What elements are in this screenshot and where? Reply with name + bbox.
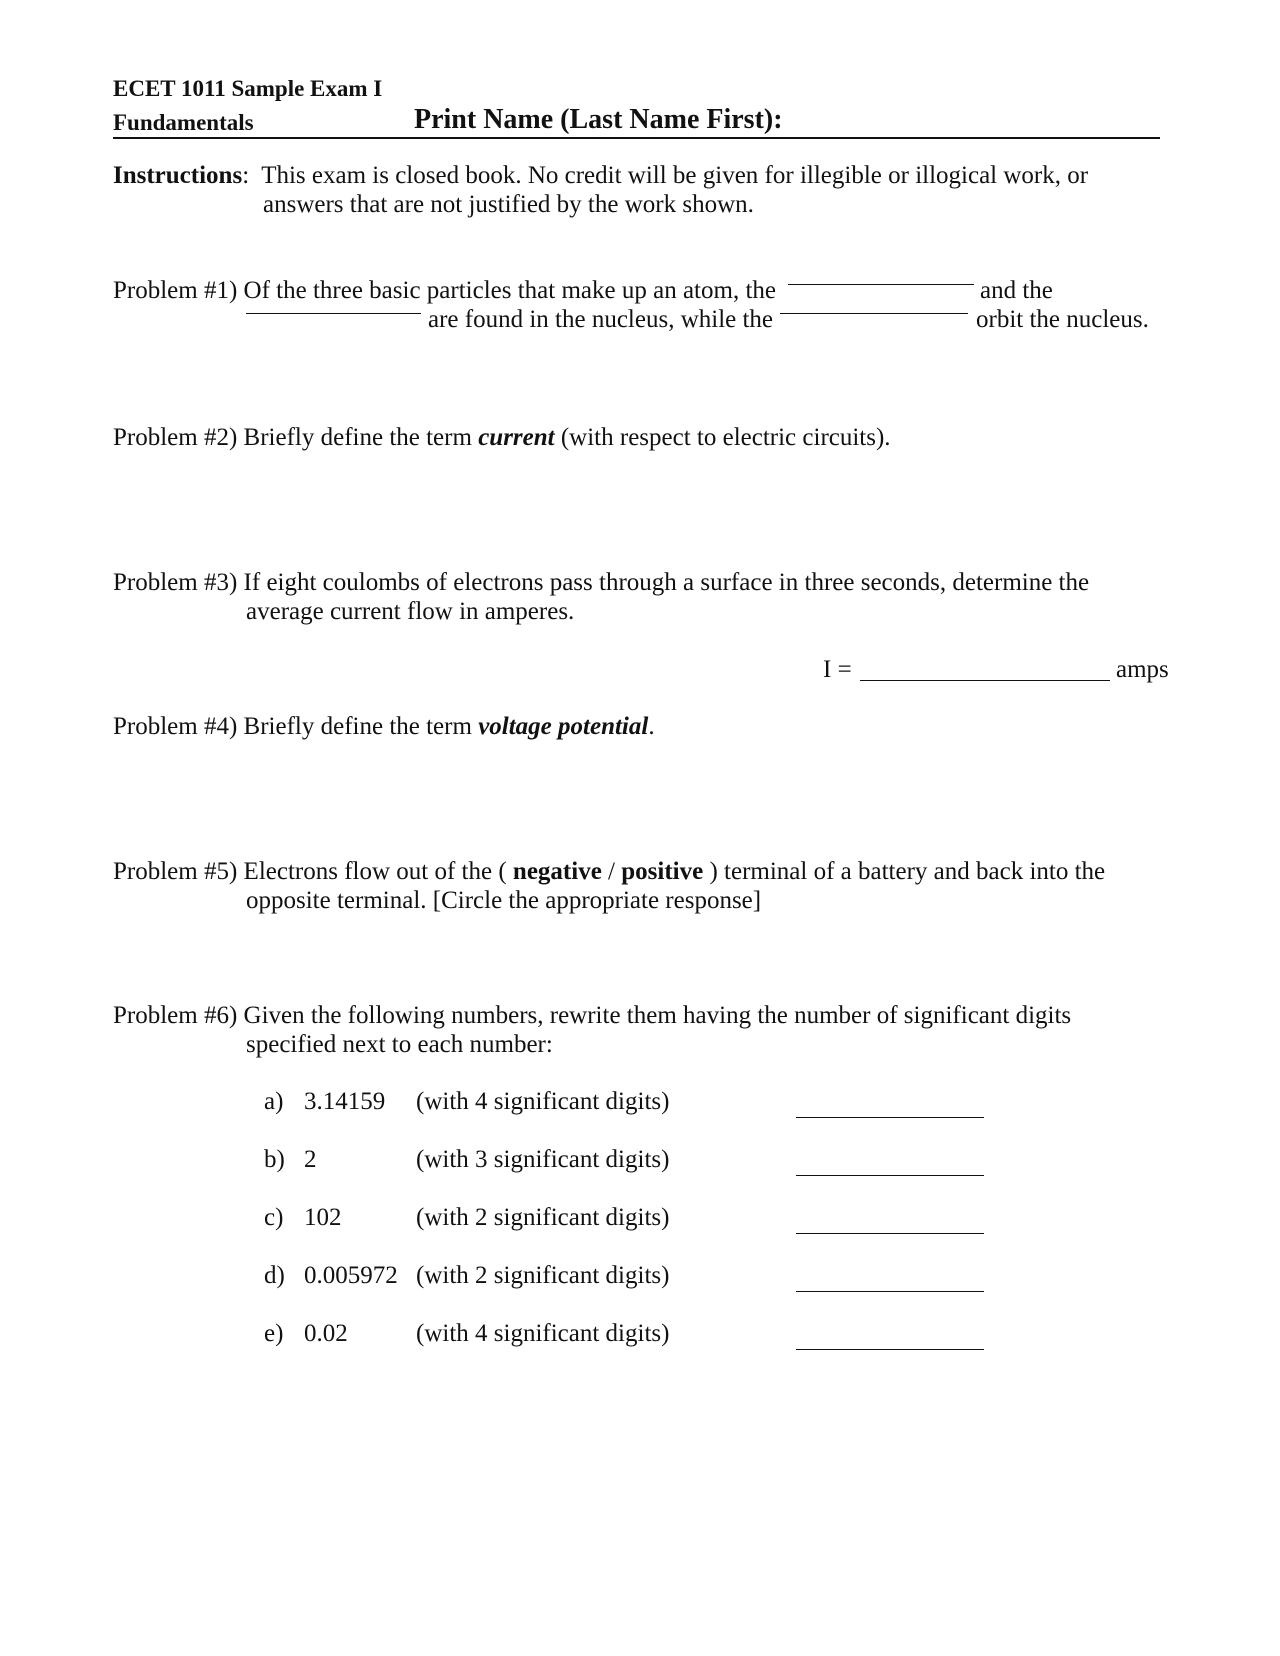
option-negative[interactable]: negative <box>512 858 602 885</box>
answer-blank[interactable] <box>796 1175 984 1176</box>
item-spec: (with 4 significant digits) <box>416 1320 670 1347</box>
problem-4-text: Problem #4) Briefly define the term voltage potential. <box>113 713 655 740</box>
problem-1-line2a: are found in the nucleus, while the <box>428 306 774 333</box>
problem-3-line2: average current flow in amperes. <box>246 598 575 625</box>
problem-1-blank-1[interactable] <box>788 284 974 285</box>
problem-6-label: Problem #6) <box>113 1002 238 1029</box>
current-answer-label: I = <box>823 656 852 683</box>
item-spec: (with 4 significant digits) <box>416 1088 670 1115</box>
problem-1-blank-2[interactable] <box>246 313 421 314</box>
name-field[interactable] <box>804 115 1160 137</box>
problem-1-label: Problem #1) <box>113 277 238 304</box>
problem-5-line1: Problem #5) Electrons flow out of the ( negative / positive ) terminal of a battery and back into the <box>113 858 1106 885</box>
answer-blank[interactable] <box>796 1349 984 1350</box>
problem-3-label: Problem #3) <box>113 569 238 596</box>
course-title: ECET 1011 Sample Exam I <box>113 76 383 101</box>
problem-5-line2: opposite terminal. [Circle the appropriate response] <box>246 887 762 914</box>
answer-blank[interactable] <box>796 1117 984 1118</box>
item-number: 0.02 <box>304 1320 348 1347</box>
item-letter: b) <box>264 1146 285 1173</box>
name-label: Print Name (Last Name First): <box>414 104 783 135</box>
current-answer-unit: amps <box>1116 656 1169 683</box>
answer-blank[interactable] <box>796 1233 984 1234</box>
current-answer-blank[interactable] <box>860 680 1110 681</box>
problem-4-label: Problem #4) <box>113 713 238 740</box>
instructions-label: Instructions <box>113 162 243 189</box>
subtitle: Fundamentals <box>113 110 254 135</box>
problem-6-line2: specified next to each number: <box>246 1031 553 1058</box>
instructions-line2: answers that are not justified by the work shown. <box>263 191 754 218</box>
problem-5-label: Problem #5) <box>113 858 238 885</box>
item-spec: (with 2 significant digits) <box>416 1262 670 1289</box>
item-number: 2 <box>304 1146 317 1173</box>
item-letter: e) <box>264 1320 284 1347</box>
problem-1-blank-3[interactable] <box>780 313 968 314</box>
instructions-line1: Instructions: This exam is closed book. No credit will be given for illegible or illogical work, or <box>113 162 1089 189</box>
problem-1-line1: Problem #1) Of the three basic particles that make up an atom, the <box>113 277 776 304</box>
item-number: 0.005972 <box>304 1262 398 1289</box>
problem-1-and-the: and the <box>980 277 1053 304</box>
item-letter: a) <box>264 1088 284 1115</box>
item-number: 3.14159 <box>304 1088 386 1115</box>
problem-1-line2b: orbit the nucleus. <box>976 306 1149 333</box>
header-rule <box>113 137 1160 139</box>
term-voltage-potential: voltage potential <box>478 713 649 740</box>
answer-blank[interactable] <box>796 1291 984 1292</box>
problem-2-text: Problem #2) Briefly define the term current (with respect to electric circuits). <box>113 424 891 451</box>
problem-6-line1: Problem #6) Given the following numbers, rewrite them having the number of significant digits <box>113 1002 1072 1029</box>
item-letter: c) <box>264 1204 284 1231</box>
problem-2-label: Problem #2) <box>113 424 238 451</box>
item-letter: d) <box>264 1262 285 1289</box>
item-spec: (with 3 significant digits) <box>416 1146 670 1173</box>
term-current: current <box>478 424 555 451</box>
item-number: 102 <box>304 1204 342 1231</box>
problem-3-line1: Problem #3) If eight coulombs of electrons pass through a surface in three seconds, determine the <box>113 569 1090 596</box>
item-spec: (with 2 significant digits) <box>416 1204 670 1231</box>
option-positive[interactable]: positive <box>621 858 704 885</box>
